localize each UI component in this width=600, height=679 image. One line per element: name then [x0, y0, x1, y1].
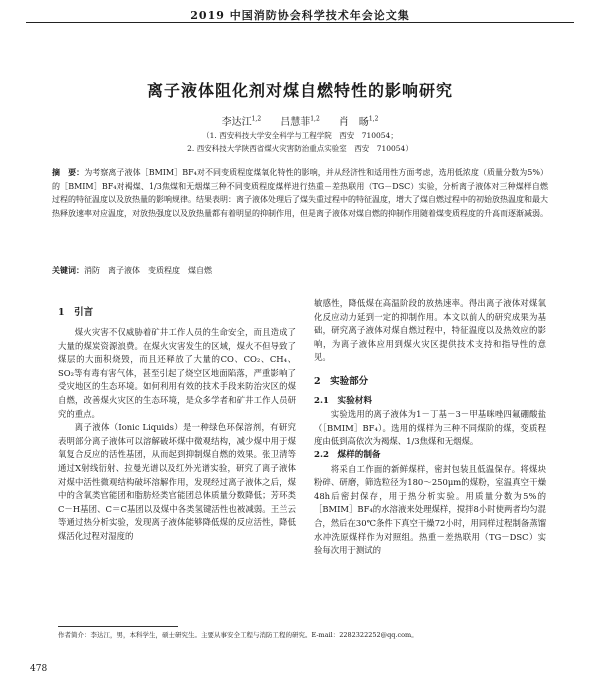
- subsection-heading-preparation: 2.2 煤样的制备: [314, 449, 381, 460]
- page-number: 478: [30, 664, 48, 674]
- author-affil-marker: 1,2: [251, 115, 262, 123]
- author-name: 肖 旸: [338, 117, 369, 128]
- left-column: [58, 326, 296, 544]
- author-name: 李达江: [221, 117, 252, 128]
- author-affil-marker: 1,2: [368, 115, 379, 123]
- abstract-label: 摘 要：: [52, 167, 85, 177]
- paper-title: 离子液体阻化剂对煤自燃特性的影响研究: [146, 81, 453, 100]
- intro-paragraph: 煤火灾害不仅威胁着矿井工作人员的生命安全，而且造成了大量的煤炭资源浪费。在煤火灾害发生的区域，煤火不但导致了煤层的大面积烧毁，而且还释放了大量的CO、CO₂、CH₄、SO₂等有毒有害气体，甚至引起了烧空区地面陷落，严重影响了受灾地区的生态环境。如何利用有效的技术手段来防治灾区的煤自燃，改善煤火灾区的生态环境，是众多学者和矿井工作人员研究的重点。: [58, 327, 296, 419]
- intro-paragraph: 离子液体（Ionic Liquids）是一种绿色环保溶剂，有研究表明部分离子液体可以溶解破坏煤中微观结构，减少煤中用于煤氧复合反应的活性基团，从而起到抑制煤自燃的效果。张卫清等通过X射线衍射、拉曼光谱以及红外光谱实验，研究了离子液体对煤中活性微观结构破坏溶解作用，发现经过离子液体之后，煤中的含氧类官能团和脂肪烃类官能团总体质量分数降低；芳环类C－H基团、C＝C基团以及煤中各类氢键活性也被减弱。王兰云等通过热分析实验，发现离子液体能够降低煤的反应活性，降低煤活化过程对湿度的: [58, 422, 296, 541]
- abstract: [52, 166, 548, 220]
- right-column: [314, 297, 546, 558]
- running-header: 2019 中国消防协会科学技术年会论文集: [190, 9, 410, 22]
- author-line: [0, 113, 600, 128]
- section-heading-intro: 1 引言: [58, 307, 94, 318]
- footnote-rule: [58, 626, 178, 627]
- abstract-text: 为考察离子液体［BMIM］BF₄对不同变质程度煤氧化特性的影响，并从经济性和适用性方面考虑，选用低浓度（质量分数为5%）的［BMIM］BF₄对褐煤、1/3焦煤和无烟煤三种不同变质程度煤样进行热重－差热联用（TG－DSC）实验，分析离子液体对三种煤样自燃过程的特征温度以及放热量的影响规律。结果表明：离子液体处理后了煤失重过程中的特征温度，增大了煤自燃过程中的初始放热温度和最大热释放速率对应温度，对放热强度以及放热量都有着明显的抑制作用，但是离子液体对煤自燃的抑制作用随着煤变质程度的升高而逐渐减弱。: [52, 168, 549, 218]
- section-heading-experiment: 2 实验部分: [314, 375, 369, 387]
- materials-paragraph: 实验选用的离子液体为1－丁基－3－甲基咪唑四氟硼酸盐（［BMIM］BF₄）。选用的煤样为三种不同煤阶的煤，变质程度由低到高依次为褐煤、1/3焦煤和无烟煤。: [314, 409, 546, 447]
- subsection-heading-materials: 2.1 实验材料: [314, 395, 372, 406]
- affiliation-1: （1. 西安科技大学安全科学与工程学院 西安 710054；: [202, 131, 398, 140]
- keywords: [52, 265, 548, 276]
- author-footnote: 作者简介：李达江，男，本科学生，硕士研究生。主要从事安全工程与消防工程的研究。E-mail：2282322252@qq.com。: [58, 631, 418, 639]
- keywords-text: 消防 离子液体 变质程度 煤自燃: [84, 266, 212, 275]
- affiliation-2: 2. 西安科技大学陕西省煤火灾害防治重点实验室 西安 710054）: [187, 144, 413, 153]
- author-affil-marker: 1,2: [310, 115, 320, 123]
- header-rule: [26, 22, 574, 23]
- intro-continuation: 敏感性，降低煤在高温阶段的放热速率。得出离子液体对煤氧化反应动力延到一定的抑制作用。本文以前人的研究成果为基础，研究离子液体对煤自燃过程中，特征温度以及热效应的影响，为离子液体应用到煤火灾区提供技术支持和指导性的意见。: [314, 298, 546, 363]
- author-name: 吕慧菲: [280, 117, 311, 128]
- preparation-paragraph: 将采自工作面的新鲜煤样，密封包装且低温保存。将煤块粉碎、研磨，筛选粒径为180～250μm的煤粉，室温真空干燥48h后密封保存，用于热分析实验。用质量分数为5%的［BMIM］BF₄的水溶液来处理煤样，搅拌8小时使两者均匀混合，然后在30℃条件下真空干燥72小时，用同样过程制备蒸馏水冲洗原煤样作为对照组。热重－差热联用（TG－DSC）实验每次用于测试的: [314, 463, 546, 556]
- keywords-label: 关键词：: [52, 265, 84, 275]
